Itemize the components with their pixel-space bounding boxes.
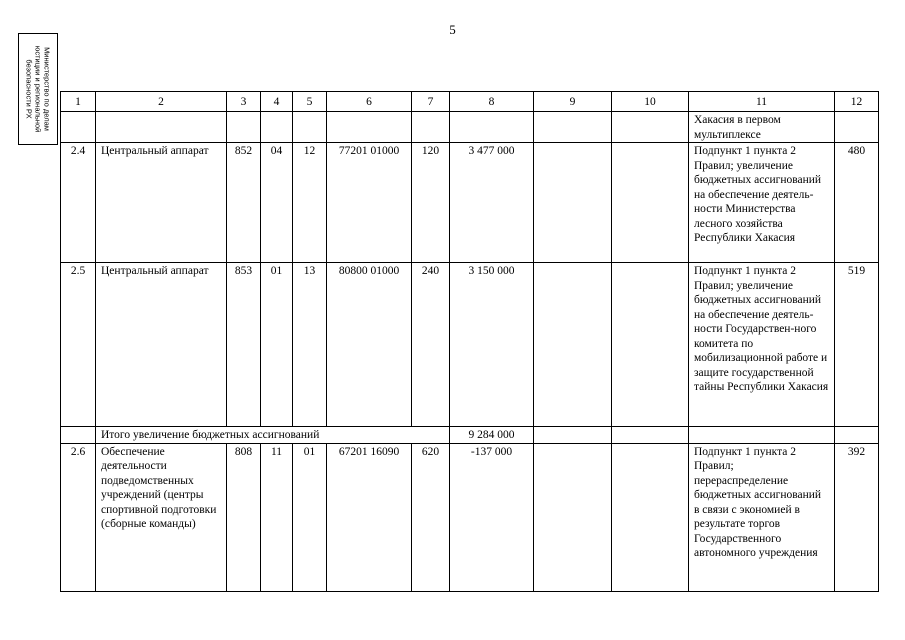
- header-cell: 9: [534, 92, 612, 112]
- basis-cell: Подпункт 1 пункта 2 Правил; перераспределение бюджетных ассигнований в связи с экономией в результате торгов Государственного автономного учреждения: [689, 443, 835, 591]
- basis-cell: Хакасия в первом мультиплексе: [689, 112, 835, 143]
- code-cell: 13: [293, 263, 327, 427]
- code-cell: 620: [412, 443, 450, 591]
- expense-name: Центральный аппарат: [96, 143, 227, 263]
- amount-cell: -137 000: [450, 443, 534, 591]
- code-cell: 808: [227, 443, 261, 591]
- empty-cell: [534, 263, 612, 427]
- row-number: 2.5: [61, 263, 96, 427]
- code-cell: 01: [261, 263, 293, 427]
- header-cell: 2: [96, 92, 227, 112]
- code-cell: 480: [835, 143, 879, 263]
- code-cell: 120: [412, 143, 450, 263]
- code-cell: 80800 01000: [327, 263, 412, 427]
- code-cell: 852: [227, 143, 261, 263]
- amount-cell: 3 150 000: [450, 263, 534, 427]
- header-cell: 10: [612, 92, 689, 112]
- row-number: 2.4: [61, 143, 96, 263]
- budget-table: [60, 91, 879, 592]
- header-cell: 7: [412, 92, 450, 112]
- table-row: [61, 143, 879, 263]
- total-row: [61, 427, 879, 444]
- expense-name: Обеспечение деятельности подведомственных учреждений (центры спортивной подготовки (сборные команды): [96, 443, 227, 591]
- header-cell: 12: [835, 92, 879, 112]
- code-cell: 77201 01000: [327, 143, 412, 263]
- total-amount: 9 284 000: [450, 427, 534, 444]
- code-cell: 11: [261, 443, 293, 591]
- code-cell: 04: [261, 143, 293, 263]
- table-row-continuation: [61, 112, 879, 143]
- total-label: Итого увеличение бюджетных ассигнований: [96, 427, 450, 444]
- empty-cell: [534, 143, 612, 263]
- header-cell: 6: [327, 92, 412, 112]
- basis-cell: Подпункт 1 пункта 2 Правил; увеличение бюджетных ассигнований на обеспечение деятель-ности Министерства лесного хозяйства Республики Хакасия: [689, 143, 835, 263]
- basis-cell: Подпункт 1 пункта 2 Правил; увеличение бюджетных ассигнований на обеспечение деятель-ности Государствен-ного комитета по мобилизационной работе и защите государственной тайны Республики Хакасия: [689, 263, 835, 427]
- empty-cell: [612, 443, 689, 591]
- row-number: 2.6: [61, 443, 96, 591]
- empty-cell: [612, 143, 689, 263]
- code-cell: 853: [227, 263, 261, 427]
- header-cell: 5: [293, 92, 327, 112]
- empty-cell: [534, 443, 612, 591]
- empty-cell: [612, 263, 689, 427]
- registration-stamp: [18, 33, 58, 145]
- expense-name: Центральный аппарат: [96, 263, 227, 427]
- stamp-text: Министерство по делам юстиции и региональной безопасности РХ: [24, 45, 52, 133]
- code-cell: 240: [412, 263, 450, 427]
- header-cell: 3: [227, 92, 261, 112]
- header-row: [61, 92, 879, 112]
- code-cell: 519: [835, 263, 879, 427]
- table-row: [61, 443, 879, 591]
- header-cell: 1: [61, 92, 96, 112]
- header-cell: 8: [450, 92, 534, 112]
- amount-cell: 3 477 000: [450, 143, 534, 263]
- code-cell: 392: [835, 443, 879, 591]
- page-number: 5: [449, 22, 456, 37]
- header-cell: 4: [261, 92, 293, 112]
- code-cell: 67201 16090: [327, 443, 412, 591]
- code-cell: 12: [293, 143, 327, 263]
- table-row: [61, 263, 879, 427]
- code-cell: 01: [293, 443, 327, 591]
- header-cell: 11: [689, 92, 835, 112]
